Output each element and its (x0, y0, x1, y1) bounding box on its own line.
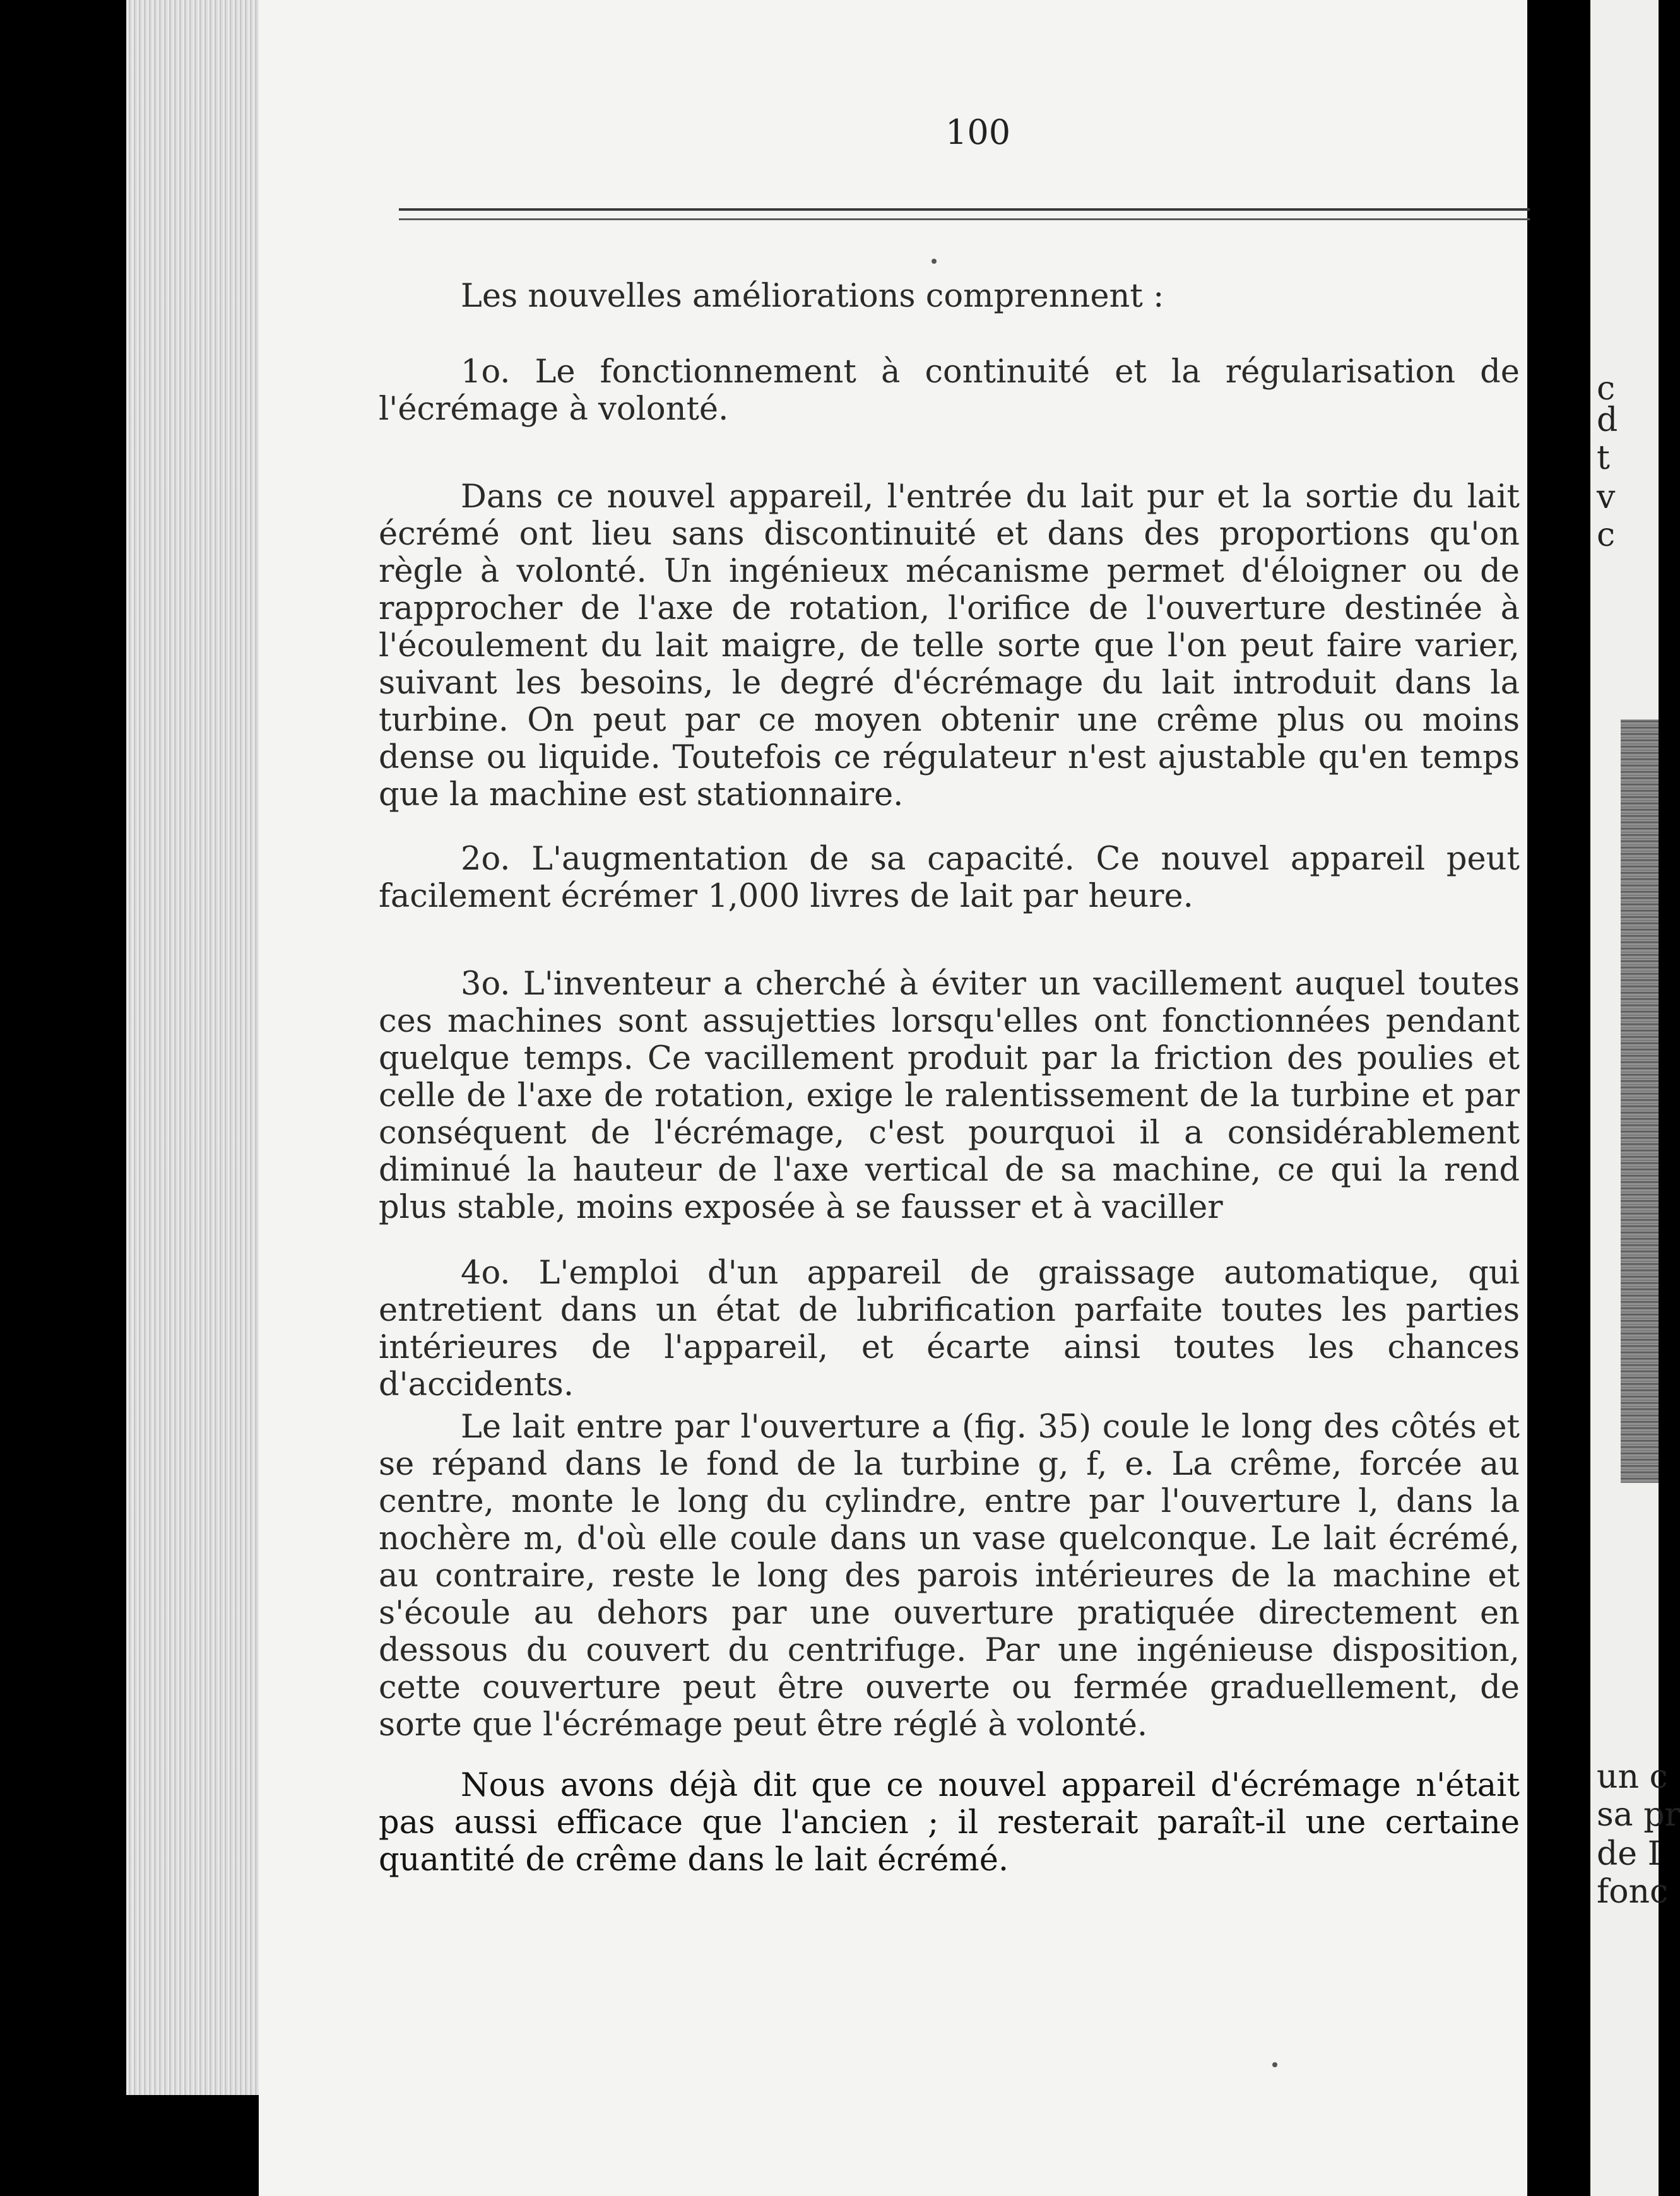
item-1 (379, 353, 1520, 428)
facing-page-fragment: sa pr (1597, 1796, 1680, 1834)
page-number: 100 (945, 112, 1011, 152)
facing-page-fragment: de I (1597, 1835, 1661, 1873)
item-2 (379, 841, 1520, 915)
item-3 (379, 965, 1520, 1226)
facing-page-fragment: v (1597, 478, 1616, 516)
item-4 (379, 1254, 1520, 1403)
header-rule (399, 208, 1530, 211)
intro-text: Les nouvelles améliorations comprennent : (461, 278, 1164, 315)
facing-page-fragment: un c (1597, 1758, 1668, 1796)
facing-page-fragment: c (1597, 370, 1616, 408)
header-rule (399, 218, 1530, 220)
item-1-detail (379, 478, 1520, 813)
facing-page-fragment: c (1597, 516, 1616, 554)
paragraph: 3o. L'inventeur a cherché à éviter un vacillement auquel toutes ces machines sont assujetties lorsqu'elles ont fonctionnées pendant quelque temps. Ce vacillement produit par la friction des poulies et celle de l'axe de rotation, exige le ralentissement de la turbine et par conséquent de l'écrémage, c'est pourquoi il a considérablement diminué la hauteur de l'axe vertical de sa machine, ce qui la rend plus stable, moins exposée à se fausser et à vaciller (379, 965, 1520, 1226)
intro-line (379, 278, 1520, 315)
facing-page-fragment: t (1597, 439, 1610, 477)
print-speck (1272, 2062, 1277, 2067)
paragraph: 2o. L'augmentation de sa capacité. Ce nouvel appareil peut facilement écrémer 1,000 livres de lait par heure. (379, 841, 1520, 915)
paragraph: Le lait entre par l'ouverture a (fig. 35) coule le long des côtés et se répand dans le fond de la turbine g, f, e. La crême, forcée au centre, monte le long du cylindre, entre par l'ouverture l, dans la nochère m, d'où elle coule dans un vase quelconque. Le lait écrémé, au contraire, reste le long des parois intérieures de la machine et s'écoule au dehors par une ouverture pratiquée directement en dessous du couvert du centrifuge. Par une ingénieuse disposition, cette couverture peut être ouverte ou fermée graduellement, de sorte que l'écrémage peut être réglé à volonté. (379, 1408, 1520, 1744)
facing-page-fragment: d (1597, 401, 1618, 439)
print-speck (932, 259, 937, 264)
facing-page-fragment: fonc (1597, 1873, 1669, 1911)
paragraph: 1o. Le fonctionnement à continuité et la régularisation de l'écrémage à volonté. (379, 353, 1520, 428)
mechanism-description (379, 1408, 1520, 1744)
facing-page-illustration (1621, 719, 1659, 1483)
paragraph: Dans ce nouvel appareil, l'entrée du lait pur et la sortie du lait écrémé ont lieu sans discontinuité et dans des proportions qu'on règle à volonté. Un ingénieux mécanisme permet d'éloigner ou de rapprocher de l'axe de rotation, l'orifice de l'ouverture destinée à l'écoulement du lait maigre, de telle sorte que l'on peut faire varier, suivant les besoins, le degré d'écrémage du lait introduit dans la turbine. On peut par ce moyen obtenir une crême plus ou moins dense ou liquide. Toutefois ce régulateur n'est ajustable qu'en temps que la machine est stationnaire. (379, 478, 1520, 813)
book-page-edges (126, 0, 259, 2095)
paragraph: Nous avons déjà dit que ce nouvel appareil d'écrémage n'était pas aussi efficace que l'ancien ; il resterait paraît-il une certaine quantité de crême dans le lait écrémé. (379, 1767, 1520, 1879)
closing-remark (379, 1767, 1520, 1879)
paragraph: 4o. L'emploi d'un appareil de graissage automatique, qui entretient dans un état de lubrification parfaite toutes les parties intérieures de l'appareil, et écarte ainsi toutes les chances d'accidents. (379, 1254, 1520, 1403)
